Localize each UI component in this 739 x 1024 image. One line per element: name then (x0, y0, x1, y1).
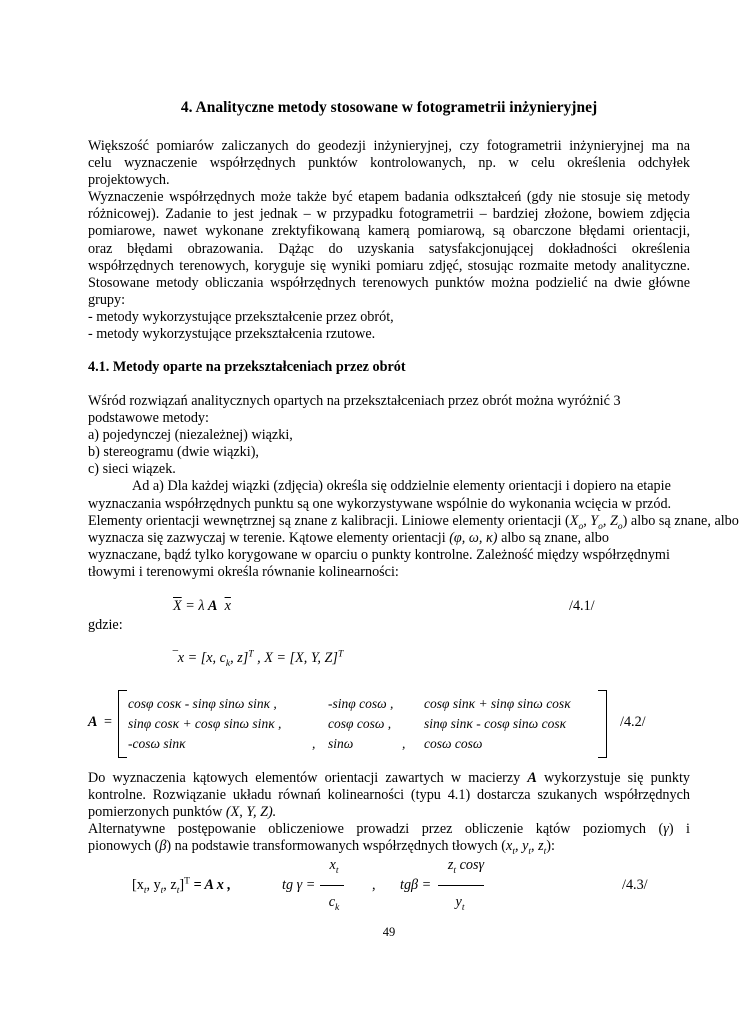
list-item: - metody wykorzystujące przekształcenia rzutowe. (88, 326, 376, 343)
eq-term: cosγ (456, 857, 485, 873)
eq-term: , z] (230, 650, 249, 666)
eq-term: ‾ (173, 650, 178, 666)
eq-sup: T (248, 649, 254, 660)
matrix-cell: , (312, 736, 316, 751)
text-line (88, 512, 739, 532)
section-heading: 4.1. Metody oparte na przekształceniach przez obrót (88, 359, 406, 375)
right-bracket (598, 690, 607, 758)
eq-term: x (329, 857, 336, 873)
matrix-cell: sinφ sinκ - cosφ sinω cosκ (424, 716, 567, 731)
eq-term: $\overline{X}$ (173, 598, 182, 614)
text-line: wyznaczane, bądź tylko korygowane w oparciu o punkty kontrolne. Zależność między współrzędnymi (88, 546, 670, 563)
text-fragment: ) i (668, 821, 690, 838)
list-item: - metody wykorzystujące przekształcenie przez obrót, (88, 308, 394, 325)
text-line: różnicowej). Zadanie to jest jednak – w przypadku fotogrametrii – bardziej złożone, bowiem zdjęcia (88, 206, 690, 223)
document-page (88, 0, 739, 1024)
text-fragment: x (506, 838, 513, 855)
rotation-matrix (88, 690, 690, 760)
matrix-cell: cosφ cosω , (328, 716, 392, 731)
text-line (88, 530, 690, 547)
eq-term: = λ (181, 598, 209, 614)
fraction-numerator (436, 857, 496, 874)
text-line: Ad a) Dla każdej wiązki (zdjęcia) określa się oddzielnie elementy orientacji i dopiero na etapie (132, 478, 671, 495)
eq-sub: t (512, 847, 515, 858)
text-line: podstawowe metody: (88, 410, 209, 427)
text-fragment: Elementy orientacji wewnętrznej są znane z kalibracji. Liniowe elementy orientacji ( (88, 512, 570, 529)
eq-term: = A x , (189, 877, 231, 893)
text-fragment: , z (531, 838, 544, 855)
text-line: grupy: (88, 291, 126, 308)
matrix-equals: = (104, 714, 113, 730)
eq-term: z (447, 857, 454, 873)
eq-sub: t (176, 885, 180, 896)
eq-term: ] (179, 877, 185, 893)
text-fragment: ): (546, 838, 555, 855)
page-number: 49 (382, 925, 396, 939)
eq-sub: t (453, 865, 457, 876)
fraction-denominator (320, 894, 348, 911)
text-line: projektowych. (88, 172, 170, 189)
text-fragment: (X, Y, Z). (225, 804, 277, 821)
matrix-cell: cosφ cosκ - sinφ sinω sinκ , (128, 696, 277, 711)
text-line: wyznaczania współrzędnych punktu są one wykorzystywane wspólnie do wykonania wcięcia w przód. (88, 495, 672, 512)
equation-number: /4.3/ (622, 877, 648, 893)
matrix-cell: -sinφ cosω , (328, 696, 394, 711)
matrix-ref: A (527, 770, 537, 786)
eq-sub: t (461, 902, 465, 913)
tg-gamma-label: tg γ = (282, 877, 316, 893)
text-line (88, 821, 690, 838)
text-fragment: ) na podstawie transformowanych współrzędnych tłowych ( (166, 838, 507, 855)
equation-number: /4.1/ (569, 598, 595, 614)
eq-sup: T (184, 876, 190, 887)
matrix-cell: cosφ sinκ + sinφ sinω cosκ (424, 696, 571, 711)
matrix-label: A (88, 714, 98, 730)
text-line: Większość pomiarów zaliczanych do geodezji inżynieryjnej, czy fotogrametrii inżynieryjnej ma na (88, 138, 690, 154)
eq-term: X = [X, Y, Z] (264, 650, 338, 666)
section-paragraph (88, 393, 739, 581)
eq-term: , y (146, 877, 161, 893)
eq-term: [x (132, 877, 144, 893)
eq-sub: t (528, 847, 532, 858)
fraction-bar (438, 885, 484, 886)
text-fragment: pomierzonych punktów (88, 804, 226, 821)
tg-beta-label: tgβ = (400, 877, 432, 893)
text-line (88, 804, 690, 821)
eq-sub: t (543, 847, 547, 858)
gamma-symbol: γ (663, 821, 669, 838)
list-item: c) sieci wiązek. (88, 461, 176, 478)
equation-number: /4.2/ (620, 714, 646, 730)
orientation-symbols: $X_o$, $Y_o$, $Z_o$ (569, 512, 623, 532)
eq-term: y (455, 894, 462, 910)
text-line: Wśród rozwiązań analitycznych opartych na przekształceniach przez obrót można wyróżnić 3 (88, 393, 621, 409)
text-fragment: , y (514, 838, 529, 855)
matrix-cell: , (402, 736, 406, 751)
equation-4-3-lhs (132, 877, 231, 894)
eq-sup: T (337, 649, 344, 660)
eq-term: $\overline{x}$ (224, 598, 231, 614)
eq-sub: t (143, 885, 147, 896)
after-matrix-paragraph (88, 770, 690, 858)
eq-term: c (328, 894, 336, 910)
text-fragment: ) albo są znane, albo (622, 512, 739, 529)
text-fragment: Alternatywne postępowanie obliczeniowe prowadzi przez obliczenie kątów poziomych ( (88, 821, 664, 838)
text-line: celu wyznaczenie współrzędnych punktów kontrolowanych, np. w celu określenia odchyłek (88, 155, 690, 172)
eq-term: x = [x, c (177, 650, 226, 666)
text-line: oraz błędami obrazowania. Dążąc do uzyskania satysfakcjonującej dokładności określenia (88, 240, 690, 257)
text-line (88, 770, 690, 787)
gdzie-label: gdzie: (88, 617, 123, 633)
text-line: współrzędnych terenowych, koryguje się wyniki pomiaru zdjęć, stosując rozmaite metody analityczne. (88, 257, 690, 274)
angle-symbols: (φ, ω, κ) (449, 529, 498, 546)
separator-comma: , (372, 877, 376, 893)
beta-symbol: β (159, 838, 167, 855)
eq-sub: k (225, 658, 231, 669)
fraction-denominator (440, 894, 480, 911)
text-fragment: wyznacza się zazwyczaj w terenie. Kątowe elementy orientacji (88, 529, 450, 546)
list-item: a) pojedynczej (niezależnej) wiązki, (88, 427, 293, 444)
eq-term: , z (163, 877, 177, 893)
text-line: Wyznaczenie współrzędnych może także być etapem badania odkształceń (gdy nie stosuje się metody (88, 189, 690, 206)
text-line: kontrolne. Rozwiązanie układu równań kolinearności (typu 4.1) dostarcza szukanych współrzędnych (88, 787, 690, 804)
text-line (88, 838, 690, 858)
list-item: b) stereogramu (dwie wiązki), (88, 444, 259, 461)
eq-sub: t (335, 865, 339, 876)
text-fragment: wykorzystuje się punkty (536, 770, 690, 786)
text-line: Stosowane metody obliczania współrzędnych terenowych punktów można podzielić na dwie główne (88, 274, 690, 291)
text-fragment: Do wyznaczenia kątowych elementów orientacji zawartych w macierzy (88, 770, 528, 786)
text-line: pomiarowe, nawet wykonane zrektyfikowaną kamerą pomiarową, są obarczone błędami orientacji, (88, 223, 690, 240)
equation-4-1 (173, 598, 231, 615)
fraction-numerator (320, 857, 348, 874)
eq-sub: k (335, 902, 340, 913)
fraction-bar (320, 885, 344, 886)
matrix-cell: -cosω sinκ (128, 736, 186, 751)
text-line: tłowymi i terenowymi określa równanie kolinearności: (88, 563, 399, 580)
text-fragment: albo są znane, albo (497, 529, 609, 546)
matrix-cell: sinω (328, 736, 354, 751)
left-bracket (118, 690, 127, 758)
text-fragment: pionowych ( (88, 838, 160, 855)
matrix-cell: sinφ cosκ + cosφ sinω sinκ , (128, 716, 282, 731)
intro-paragraph (88, 138, 690, 343)
eq-term: A (208, 598, 218, 614)
eq-term: , (253, 650, 265, 666)
chapter-title: 4. Analityczne metody stosowane w fotogrametrii inżynieryjnej (180, 99, 598, 116)
equation-definitions (173, 650, 343, 667)
eq-sub: t (160, 885, 164, 896)
matrix-cell: cosω cosω (424, 736, 483, 751)
